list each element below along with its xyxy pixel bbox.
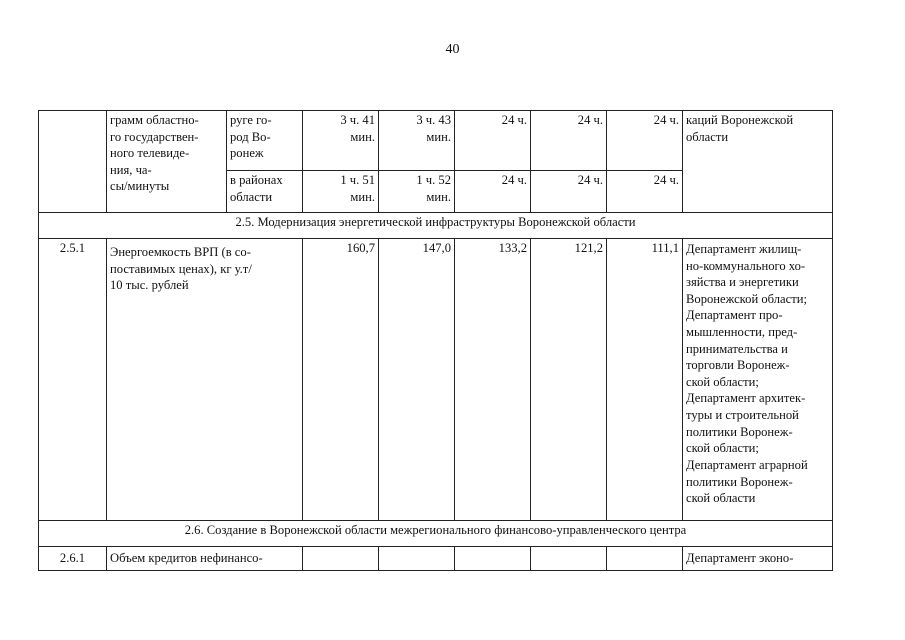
section-title: 2.5. Модернизация энергетической инфраструктуры Воронежской области [39,213,833,239]
row-number-cell [39,111,107,213]
subgroup-label-cell: в районах области [227,171,303,213]
page-number: 40 [445,42,460,57]
value-cell: 24 ч. [607,111,683,171]
value-cell: 133,2 [455,239,531,521]
value-cell: 3 ч. 41 мин. [303,111,379,171]
table-row [39,547,833,571]
value-cell: 24 ч. [607,171,683,213]
row-number-cell: 2.6.1 [39,547,107,571]
value-cell: 111,1 [607,239,683,521]
subgroup-label-cell: руге го- род Во- ронеж [227,111,303,171]
value-cell: 1 ч. 51 мин. [303,171,379,213]
responsible-cell: Департамент эконо- [683,547,833,571]
value-cell: 1 ч. 52 мин. [379,171,455,213]
value-cell: 24 ч. [455,171,531,213]
value-cell [607,547,683,571]
value-cell [379,547,455,571]
section-header-row [39,213,833,239]
value-cell: 160,7 [303,239,379,521]
section-title: 2.6. Создание в Воронежской области межрегионального финансово-управленческого центра [39,521,833,547]
indicator-cell: Объем кредитов нефинансо- [107,547,303,571]
value-cell [455,547,531,571]
value-cell: 121,2 [531,239,607,521]
table-row [39,111,833,171]
indicator-cell: Энергоемкость ВРП (в со- поставимых ценах), кг у.т/ 10 тыс. рублей [107,239,303,521]
value-cell: 24 ч. [531,171,607,213]
value-cell [531,547,607,571]
value-cell: 3 ч. 43 мин. [379,111,455,171]
indicator-cell: грамм областно- го государствен- ного телевиде- ния, ча- сы/минуты [107,111,227,213]
value-cell [303,547,379,571]
indicators-table [38,110,833,571]
row-number-cell: 2.5.1 [39,239,107,521]
value-cell: 147,0 [379,239,455,521]
responsible-cell: Департамент жилищ- но-коммунального хо- зяйства и энергетики Воронежской области; Департамент про- мышленности, пред- принимательства и торговли Воронеж- ской области; Департамент архитек- туры и строительной политики Воронеж- ской области; Департамент аграрной политики Воронеж- ской области [683,239,833,521]
responsible-cell: каций Воронежской области [683,111,833,213]
section-header-row [39,521,833,547]
value-cell: 24 ч. [455,111,531,171]
value-cell: 24 ч. [531,111,607,171]
table-row [39,239,833,521]
